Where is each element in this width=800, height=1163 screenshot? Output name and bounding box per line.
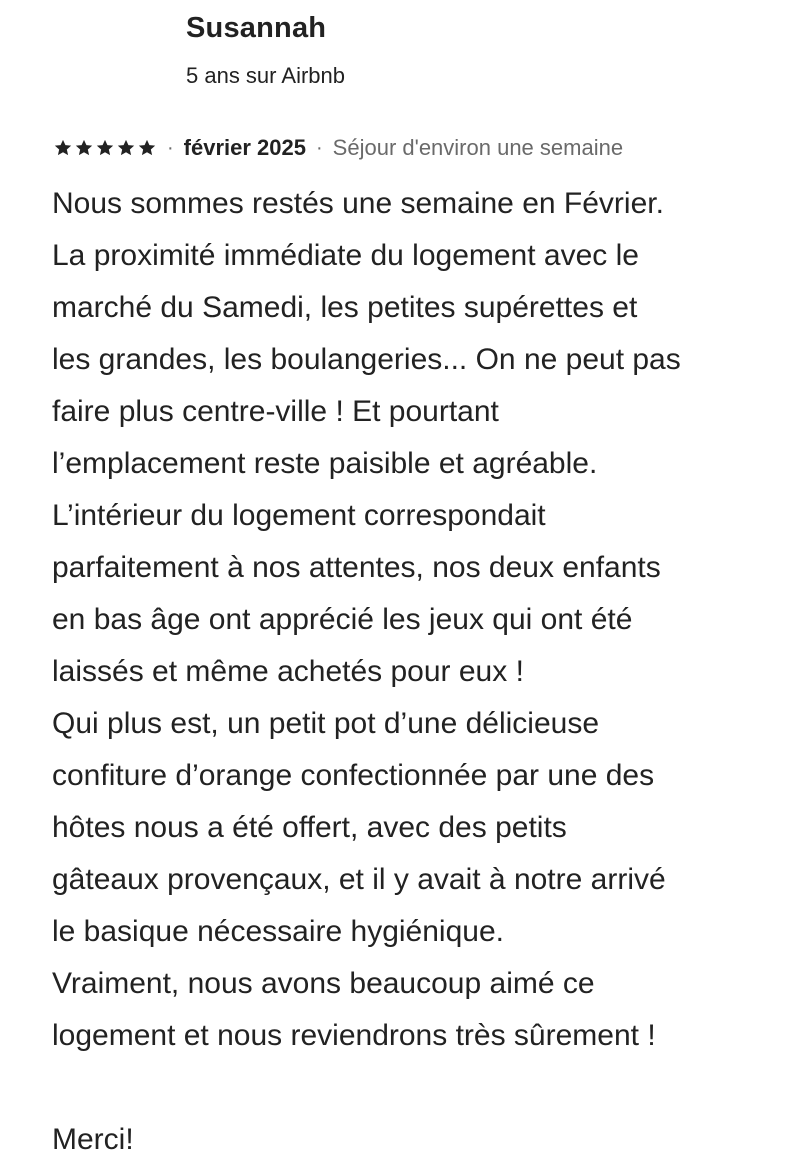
review-body: [52, 178, 792, 1163]
review-text-line: La proximité immédiate du logement avec le: [52, 239, 639, 272]
stay-length: Séjour d'environ une semaine: [332, 135, 624, 160]
star-icon: [74, 138, 94, 158]
reviewer-tenure: 5 ans sur Airbnb: [186, 63, 345, 88]
review-text-line: faire plus centre-ville ! Et pourtant: [52, 395, 499, 428]
review-text-line: l’emplacement reste paisible et agréable.: [52, 447, 598, 480]
review-text-line: en bas âge ont apprécié les jeux qui ont été: [52, 603, 633, 636]
review-text-line: Merci!: [52, 1123, 134, 1156]
review-text-line: parfaitement à nos attentes, nos deux enfants: [52, 551, 661, 584]
separator-dot: ·: [167, 136, 174, 159]
star-rating: [53, 138, 157, 158]
review-blank-line: [52, 1062, 792, 1114]
review-text-line: logement et nous reviendrons très sûrement !: [52, 1019, 656, 1052]
review-text-line: confiture d’orange confectionnée par une des: [52, 759, 655, 792]
review-text-line: Vraiment, nous avons beaucoup aimé ce: [52, 967, 595, 1000]
review-text-line: hôtes nous a été offert, avec des petits: [52, 811, 567, 844]
review-date: février 2025: [183, 135, 306, 160]
star-icon: [137, 138, 157, 158]
review-text-line: laissés et même achetés pour eux !: [52, 655, 524, 688]
review-text-line: le basique nécessaire hygiénique.: [52, 915, 504, 948]
reviewer-name[interactable]: Susannah: [186, 12, 327, 44]
review-text-line: L’intérieur du logement correspondait: [52, 499, 546, 532]
review-meta-row: [53, 133, 623, 163]
review-text-line: Nous sommes restés une semaine en Février.: [52, 187, 664, 220]
star-icon: [95, 138, 115, 158]
avatar[interactable]: [52, 10, 162, 110]
review-text-line: gâteaux provençaux, et il y avait à notre arrivé: [52, 863, 666, 896]
review-text-line: les grandes, les boulangeries... On ne peut pas: [52, 343, 681, 376]
star-icon: [116, 138, 136, 158]
separator-dot: ·: [316, 136, 323, 159]
star-icon: [53, 138, 73, 158]
review-text-line: marché du Samedi, les petites supérettes et: [52, 291, 638, 324]
review-text-line: Qui plus est, un petit pot d’une délicieuse: [52, 707, 600, 740]
